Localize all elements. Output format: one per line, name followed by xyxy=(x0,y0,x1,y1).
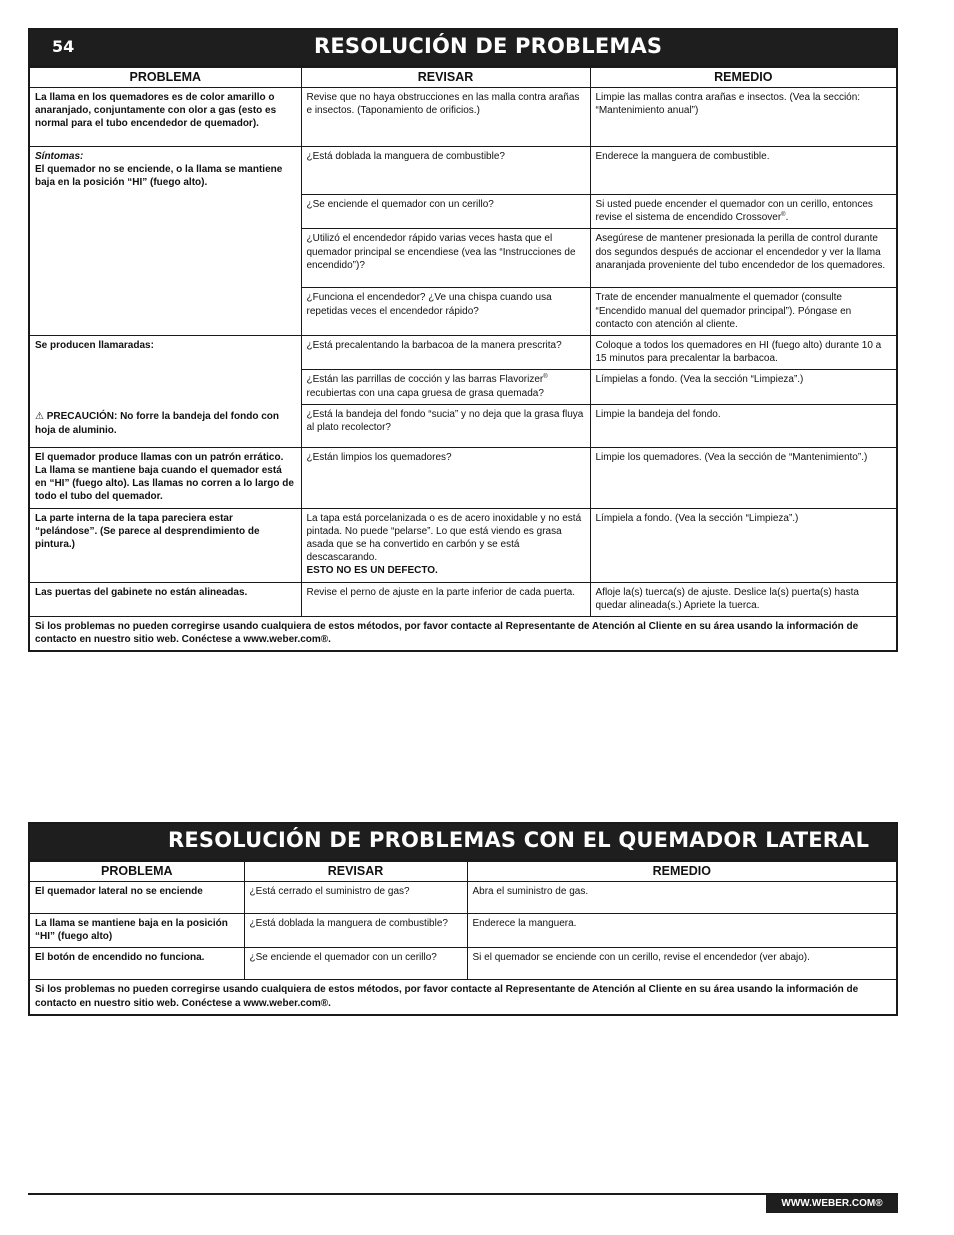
section-title: RESOLUCIÓN DE PROBLEMAS CON EL QUEMADOR LATERAL xyxy=(168,828,870,852)
check-cell: ¿Están limpios los quemadores? xyxy=(301,447,590,508)
check-cell: ¿Funciona el encendedor? ¿Ve una chispa cuando usa repetidas veces el encendedor rápido? xyxy=(301,288,590,336)
problem-cell: La llama en los quemadores es de color amarillo o anaranjado, conjuntamente con olor a gas (esto es normal para el tubo encendedor de quemador). xyxy=(30,88,301,147)
remedy-cell: Limpie las mallas contra arañas e insectos. (Vea la sección: “Mantenimiento anual”) xyxy=(590,88,896,147)
check-cell: ¿Se enciende el quemador con un cerillo? xyxy=(244,948,467,980)
check-cell: ¿Está precalentando la barbacoa de la manera prescrita? xyxy=(301,336,590,370)
remedy-cell: Coloque a todos los quemadores en HI (fuego alto) durante 10 a 15 minutos para precalentar la barbacoa. xyxy=(590,336,896,370)
column-header-check: REVISAR xyxy=(301,68,590,88)
remedy-cell: Si el quemador se enciende con un cerillo, revise el encendedor (ver abajo). xyxy=(467,948,896,980)
remedy-cell: Asegúrese de mantener presionada la perilla de control durante dos segundos después de accionar el encendedor y ver la llama anaranjada proveniente del tubo encendedor de los quemadores. xyxy=(590,229,896,288)
problem-cell: El botón de encendido no funciona. xyxy=(30,948,244,980)
section-banner xyxy=(30,824,896,861)
section-banner xyxy=(30,30,896,67)
contact-note: Si los problemas no pueden corregirse usando cualquiera de estos métodos, por favor contacte al Representante de Atención al Cliente en su área usando la información de contacto en nuestro sitio web. Conéctese a www.weber.com®. xyxy=(30,617,896,651)
check-cell: ¿Está cerrado el suministro de gas? xyxy=(244,882,467,914)
table-row xyxy=(30,914,896,948)
check-cell: ¿Se enciende el quemador con un cerillo? xyxy=(301,195,590,229)
column-header-problem: PROBLEMA xyxy=(30,68,301,88)
warning-icon: ⚠ xyxy=(35,411,44,423)
check-cell: ¿Están las parrillas de cocción y las barras Flavorizer® recubiertas con una capa gruesa de grasa quemada? xyxy=(301,370,590,404)
column-header-check: REVISAR xyxy=(244,862,467,882)
side-burner-table xyxy=(30,861,896,1014)
symptoms-label: Síntomas: xyxy=(35,151,84,162)
check-text: La tapa está porcelanizada o es de acero inoxidable y no está pintada. No puede “pelarse”. Lo que está viendo es grasa asada que se ha convertido en carbón y se está descascarando. xyxy=(306,512,582,564)
contact-note-row xyxy=(30,617,896,651)
check-cell: ¿Está doblada la manguera de combustible? xyxy=(301,147,590,195)
table-header-row xyxy=(30,862,896,882)
footer-website: WWW.WEBER.COM® xyxy=(766,1195,898,1213)
troubleshooting-table xyxy=(30,67,896,650)
column-header-remedy: REMEDIO xyxy=(590,68,896,88)
remedy-cell: Afloje la(s) tuerca(s) de ajuste. Deslice la(s) puerta(s) hasta quedar alineada(s.) Apriete la tuerca. xyxy=(590,582,896,616)
symptoms-text: El quemador no se enciende, o la llama se mantiene baja en la posición “HI” (fuego alto). xyxy=(35,164,283,189)
column-header-remedy: REMEDIO xyxy=(467,862,896,882)
table-row xyxy=(30,882,896,914)
problem-cell: Se producen llamaradas: xyxy=(30,336,301,405)
caution-text: PRECAUCIÓN: No forre la bandeja del fondo con hoja de aluminio. xyxy=(35,411,279,436)
remedy-cell: Limpie los quemadores. (Vea la sección de “Mantenimiento”.) xyxy=(590,447,896,508)
remedy-cell: Límpiela a fondo. (Vea la sección “Limpieza”.) xyxy=(590,508,896,582)
check-cell: ¿Está la bandeja del fondo “sucia” y no deja que la grasa fluya al plato recolector? xyxy=(301,404,590,447)
side-burner-section xyxy=(28,822,898,1016)
remedy-cell: Límpielas a fondo. (Vea la sección “Limpieza”.) xyxy=(590,370,896,404)
table-header-row xyxy=(30,68,896,88)
table-row xyxy=(30,948,896,980)
problem-cell: La parte interna de la tapa pareciera estar “pelándose”. (Se parece al desprendimiento de pintura.) xyxy=(30,508,301,582)
remedy-cell: Si usted puede encender el quemador con un cerillo, entonces revise el sistema de encendido Crossover®. xyxy=(590,195,896,229)
page-number: 54 xyxy=(52,37,75,56)
table-row xyxy=(30,404,896,447)
problem-cell: El quemador lateral no se enciende xyxy=(30,882,244,914)
problem-cell xyxy=(30,147,301,336)
table-row xyxy=(30,508,896,582)
problem-cell: El quemador produce llamas con un patrón errático. La llama se mantiene baja cuando el quemador está en “HI” (fuego alto). Las llamas no corren a lo largo de todo el tubo del quemador. xyxy=(30,447,301,508)
table-row xyxy=(30,582,896,616)
table-row xyxy=(30,147,896,195)
contact-note-row xyxy=(30,980,896,1014)
problem-cell: La llama se mantiene baja en la posición “HI” (fuego alto) xyxy=(30,914,244,948)
column-header-problem: PROBLEMA xyxy=(30,862,244,882)
remedy-cell: Enderece la manguera. xyxy=(467,914,896,948)
check-cell xyxy=(301,508,590,582)
check-cell: Revise el perno de ajuste en la parte inferior de cada puerta. xyxy=(301,582,590,616)
not-a-defect-text: ESTO NO ES UN DEFECTO. xyxy=(306,565,438,577)
remedy-cell: Enderece la manguera de combustible. xyxy=(590,147,896,195)
remedy-cell: Limpie la bandeja del fondo. xyxy=(590,404,896,447)
problem-cell: Las puertas del gabinete no están alineadas. xyxy=(30,582,301,616)
troubleshooting-section xyxy=(28,28,898,652)
table-row xyxy=(30,88,896,147)
table-row xyxy=(30,447,896,508)
check-cell: ¿Utilizó el encendedor rápido varias veces hasta que el quemador principal se encendiese (vea las “Instrucciones de encendido”)? xyxy=(301,229,590,288)
problem-cell xyxy=(30,404,301,447)
remedy-cell: Trate de encender manualmente el quemador (consulte “Encendido manual del quemador principal”). Póngase en contacto con atención al cliente. xyxy=(590,288,896,336)
section-title: RESOLUCIÓN DE PROBLEMAS xyxy=(314,34,663,58)
contact-note: Si los problemas no pueden corregirse usando cualquiera de estos métodos, por favor contacte al Representante de Atención al Cliente en su área usando la información de contacto en nuestro sitio web. Conéctese a www.weber.com®. xyxy=(30,980,896,1014)
table-row xyxy=(30,336,896,370)
check-cell: Revise que no haya obstrucciones en las malla contra arañas e insectos. (Taponamiento de orificios.) xyxy=(301,88,590,147)
check-cell: ¿Está doblada la manguera de combustible? xyxy=(244,914,467,948)
remedy-cell: Abra el suministro de gas. xyxy=(467,882,896,914)
